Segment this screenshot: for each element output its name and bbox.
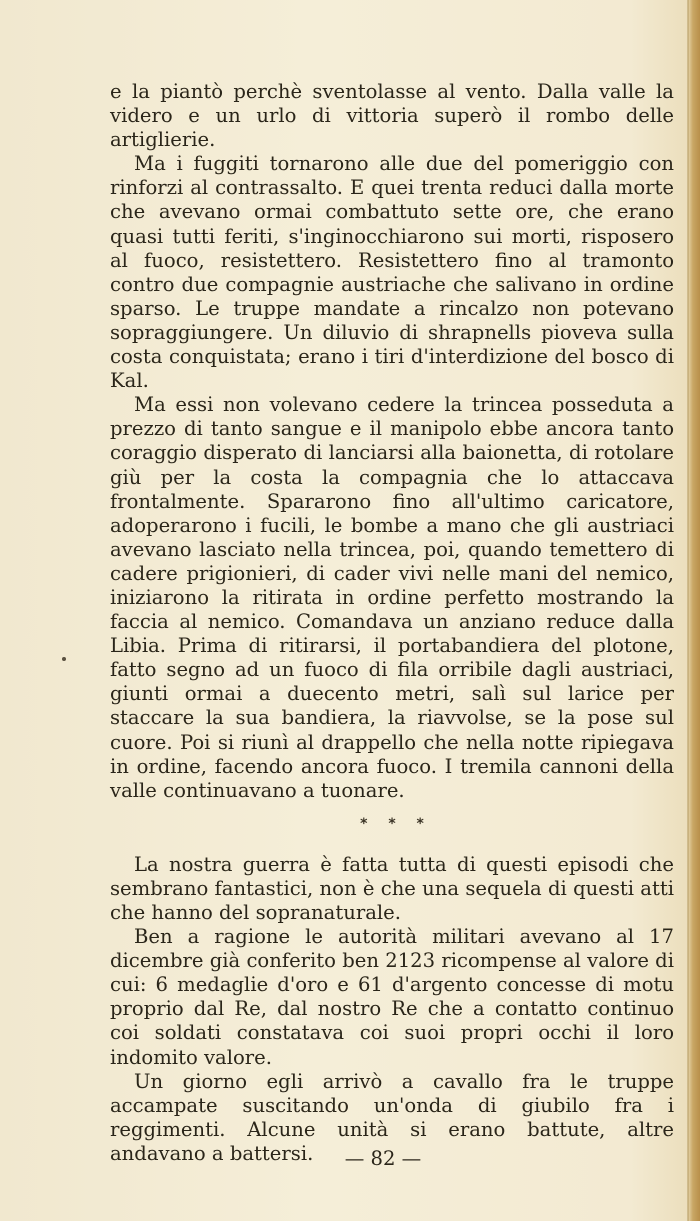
section-gap: [110, 845, 674, 853]
paragraph-6: Un giorno egli arrivò a cavallo fra le truppe accampate suscitando un'onda di giubilo fra i reggimenti. Alcune unità si erano battute, altre andavano a battersi.: [110, 1069, 674, 1165]
section-separator: * * *: [360, 815, 432, 832]
page-edge-line: [687, 0, 689, 1221]
page-number: — 82 —: [344, 1147, 422, 1170]
paragraph-5: Ben a ragione le autorità militari avevano al 17 dicembre già conferito ben 2123 ricompense al valore di cui: 6 medaglie d'oro e 61 d'argento concesse di motu proprio dal Re, dal nostro Re che a contatto continuo coi soldati constatava coi suoi propri occhi il loro indomito valore.: [110, 925, 674, 1069]
body-text: [110, 80, 674, 1166]
paragraph-3: Ma essi non volevano cedere la trincea posseduta a prezzo di tanto sangue e il manipolo ebbe ancora tanto coraggio disperato di lanciarsi alla baionetta, di rotolare giù per la costa la compagnia che lo attaccava frontalmente. Spararono fino all'ultimo caricatore, adoperarono i fucili, le bombe a mano che gli austriaci avevano lasciato nella trincea, poi, quando temettero di cadere prigionieri, di cader vivi nelle mani del nemico, iniziarono la ritirata in ordine perfetto mostrando la faccia al nemico. Comandava un anziano reduce dalla Libia. Prima di ritirarsi, il portabandiera del plotone, fatto segno ad un fuoco di fila orribile dagli austriaci, giunti ormai a duecento metri, salì sul larice per staccare la sua bandiera, la riavvolse, se la pose sul cuore. Poi si riunì al drappello che nella notte ripiegava in ordine, facendo ancora fuoco. I tremila cannoni della valle continuavano a tuonare.: [110, 393, 674, 802]
ink-speck: [62, 657, 66, 661]
paragraph-2: Ma i fuggiti tornarono alle due del pomeriggio con rinforzi al contrassalto. E quei trenta reduci dalla morte che avevano ormai combattuto sette ore, che erano quasi tutti feriti, s'inginocchiarono sui morti, risposero al fuoco, resistettero. Resistettero fino al tramonto contro due compagnie austriache che salivano in ordine sparso. Le truppe mandate a rincalzo non potevano sopraggiungere. Un diluvio di shrapnells pioveva sulla costa conquistata; erano i tiri d'interdizione del bosco di Kal.: [110, 152, 674, 393]
paragraph-1: e la piantò perchè sventolasse al vento. Dalla valle la videro e un urlo di vittoria superò il rombo delle artiglierie.: [110, 80, 674, 152]
page-edge: [688, 0, 700, 1221]
paragraph-4: La nostra guerra è fatta tutta di questi episodi che sembrano fantastici, non è che una sequela di questi atti che hanno del sopranaturale.: [110, 852, 674, 924]
